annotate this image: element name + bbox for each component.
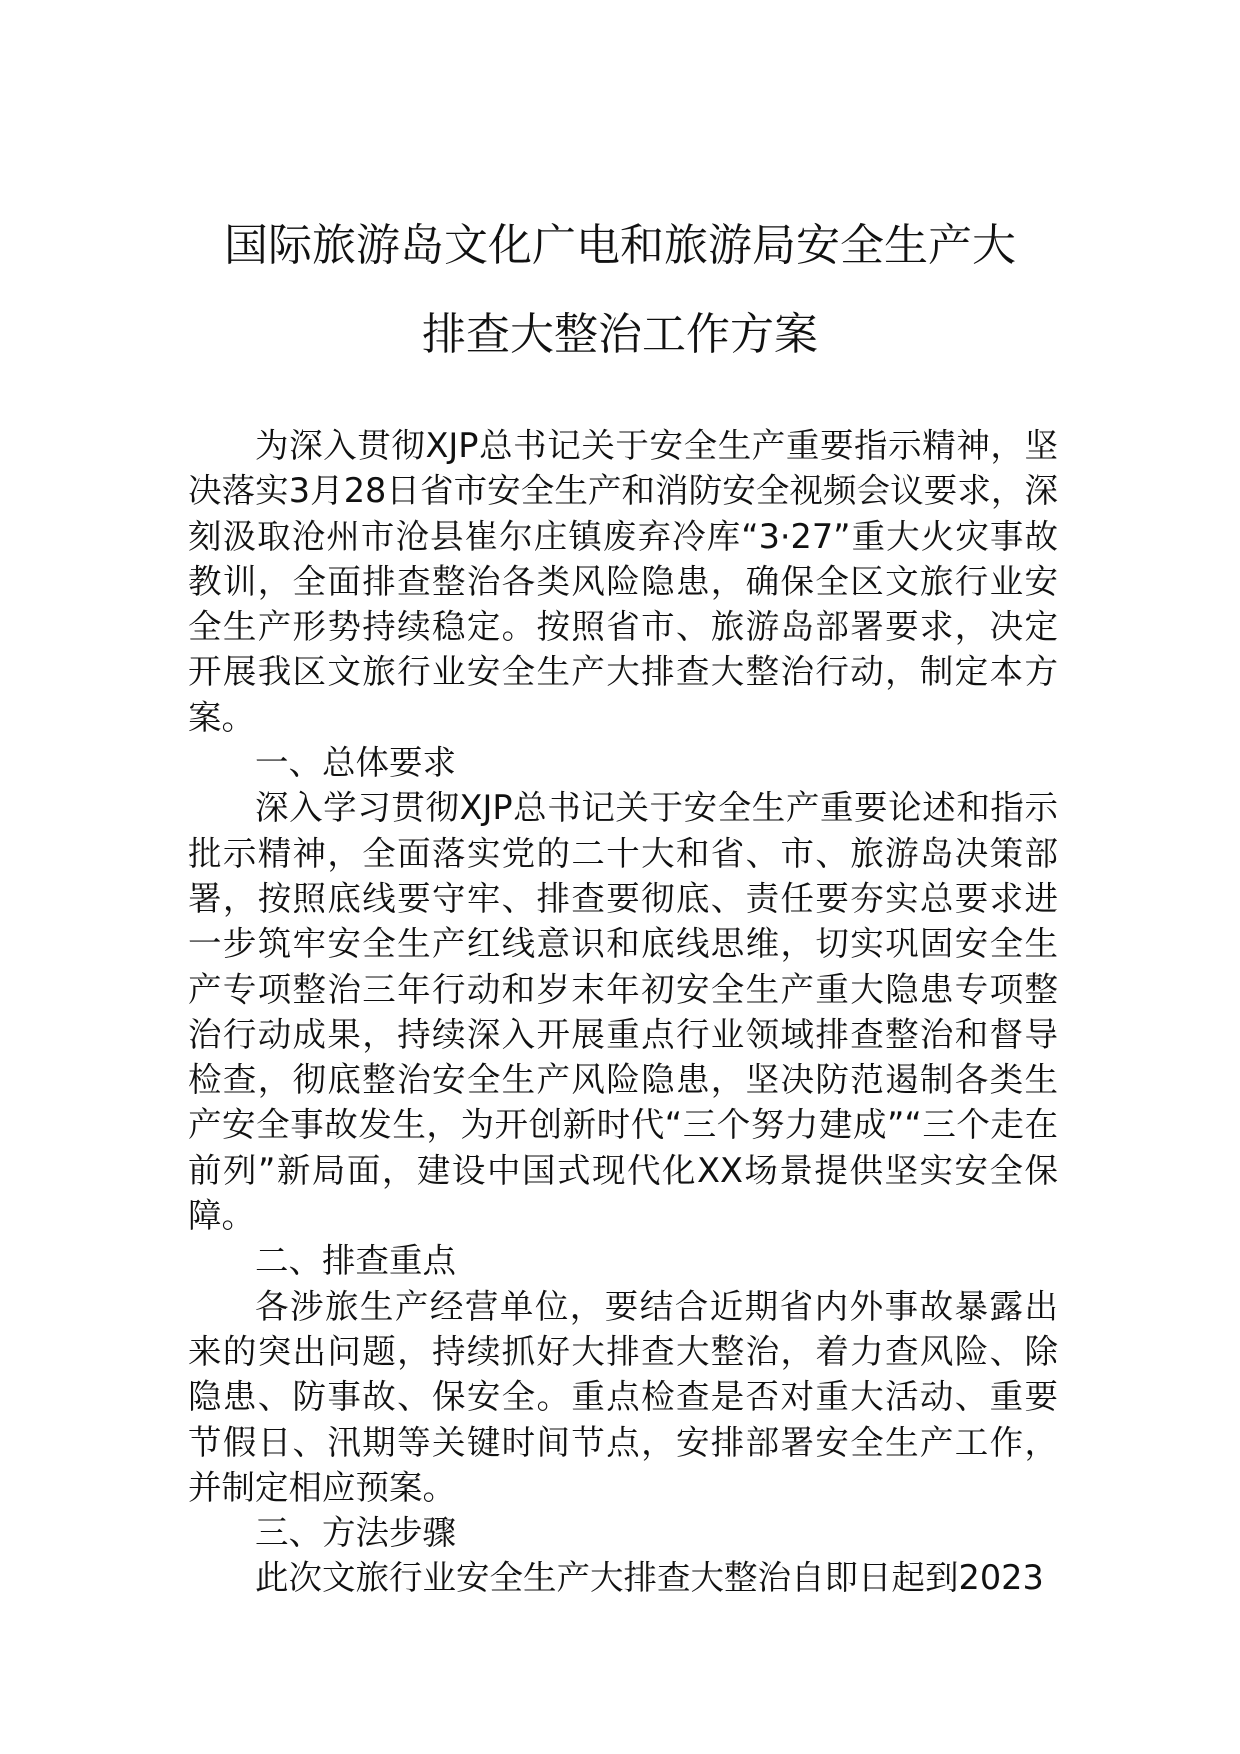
section-heading-inspection-focus: 二、排查重点 (255, 1241, 456, 1281)
section-heading-general-requirements: 一、总体要求 (255, 743, 456, 783)
document-body (188, 423, 1058, 1601)
document-title-line-2: 排查大整治工作方案 (422, 309, 818, 360)
section-paragraph-methods-steps: 此次文旅行业安全生产大排查大整治自即日起到2023 (255, 1558, 1044, 1598)
intro-paragraph: 为深入贯彻XJP总书记关于安全生产重要指示精神，坚决落实3月28日省市安全生产和消防安全视频会议要求，深刻汲取沧州市沧县崔尔庄镇废弃冷库“3·27”重大火灾事故教训，全面排查整治各类风险隐患，确保全区文旅行业安全生产形势持续稳定。按照省市、旅游岛部署要求，决定开展我区文旅行业安全生产大排查大整治行动，制定本方案。 (188, 426, 1058, 737)
document-title-line-1: 国际旅游岛文化广电和旅游局安全生产大 (224, 220, 1016, 271)
section-paragraph-general-requirements: 深入学习贯彻XJP总书记关于安全生产重要论述和指示批示精神，全面落实党的二十大和省、市、旅游岛决策部署，按照底线要守牢、排查要彻底、责任要夯实总要求进一步筑牢安全生产红线意识和底线思维，切实巩固安全生产专项整治三年行动和岁末年初安全生产重大隐患专项整治行动成果，持续深入开展重点行业领域排查整治和督导检查，彻底整治安全生产风险隐患，坚决防范遏制各类生产安全事故发生，为开创新时代“三个努力建成”“三个走在前列”新局面，建设中国式现代化XX场景提供坚实安全保障。 (188, 788, 1058, 1236)
section-paragraph-inspection-focus: 各涉旅生产经营单位，要结合近期省内外事故暴露出来的突出问题，持续抓好大排查大整治，着力查风险、除隐患、防事故、保安全。重点检查是否对重大活动、重要节假日、汛期等关键时间节点，安排部署安全生产工作，并制定相应预案。 (188, 1286, 1058, 1507)
section-heading-methods-steps: 三、方法步骤 (255, 1513, 456, 1553)
